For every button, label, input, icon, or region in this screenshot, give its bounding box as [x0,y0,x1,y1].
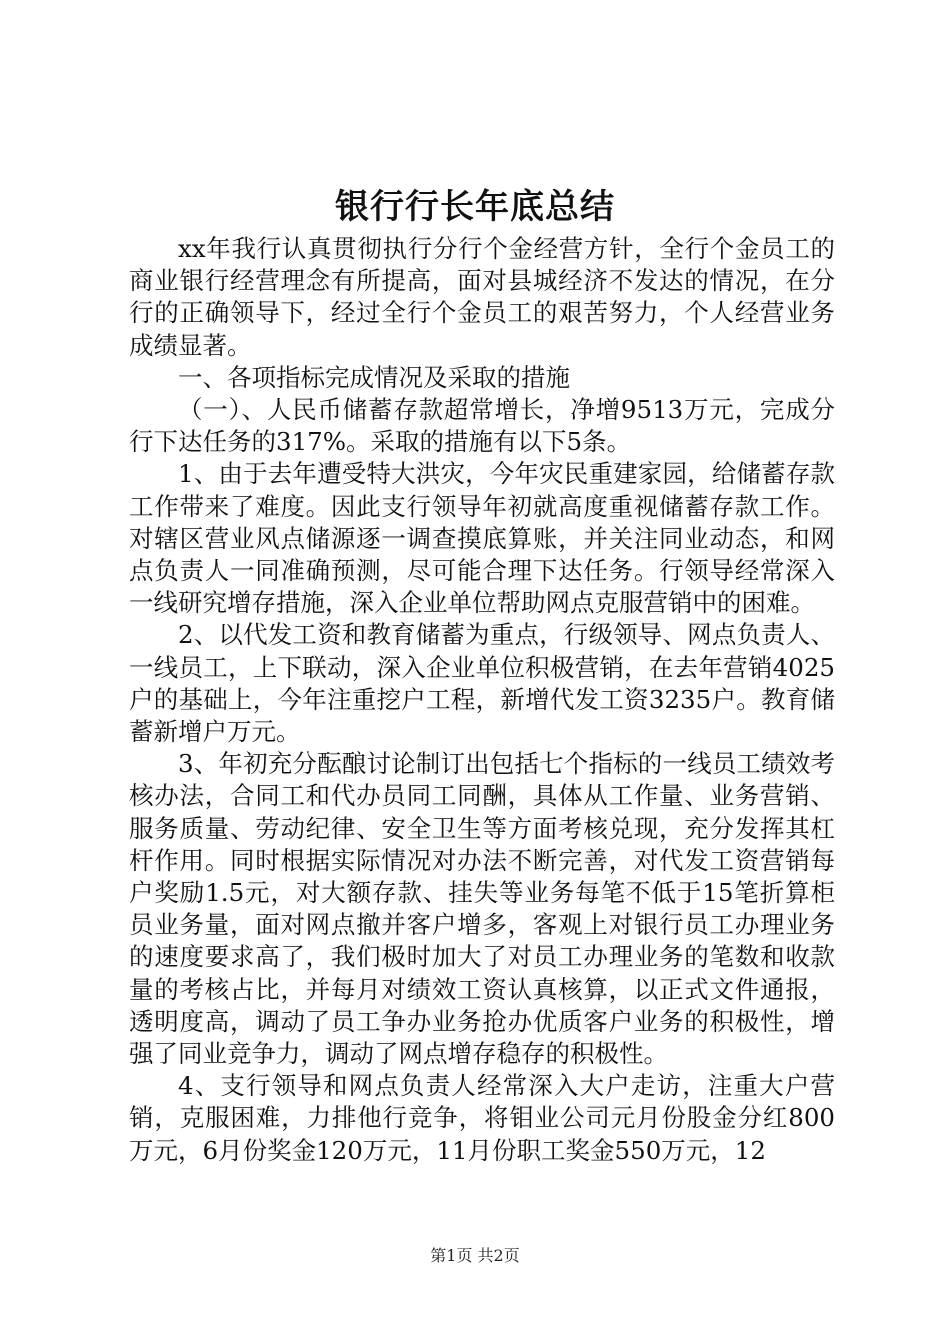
paragraph-item-1: 1、由于去年遭受特大洪灾，今年灾民重建家园，给储蓄存款工作带来了难度。因此支行领导年初就高度重视储蓄存款工作。对辖区营业风点储源逐一调查摸底算账，并关注同业动态，和网点负责人一同准确预测，尽可能合理下达任务。行领导经常深入一线研究增存措施，深入企业单位帮助网点克服营销中的困难。 [129,459,835,618]
document-title: 银行行长年底总结 [335,187,615,227]
page-footer: 第1页 共2页 [430,1246,520,1265]
document-body [129,233,835,1167]
paragraph-item-4: 4、支行领导和网点负责人经常深入大户走访，注重大户营销，克服困难，力排他行竞争，将钼业公司元月份股金分红800万元，6月份奖金120万元，11月份职工奖金550万元，12 [129,1071,835,1165]
paragraph-item-2: 2、以代发工资和教育储蓄为重点，行级领导、网点负责人、一线员工，上下联动，深入企业单位积极营销，在去年营销4025户的基础上，今年注重挖户工程，新增代发工资3235户。教育储蓄新增户万元。 [129,620,835,747]
section-heading: 一、各项指标完成情况及采取的措施 [178,362,570,392]
paragraph-item-3: 3、年初充分酝酿讨论制订出包括七个指标的一线员工绩效考核办法，合同工和代办员同工同酬，具体从工作量、业务营销、服务质量、劳动纪律、安全卫生等方面考核兑现，充分发挥其杠杆作用。同时根据实际情况对办法不断完善，对代发工资营销每户奖励1.5元，对大额存款、挂失等业务每笔不低于15笔折算柜员业务量，面对网点撤并客户增多，客观上对银行员工办理业务的速度要求高了，我们极时加大了对员工办理业务的笔数和收款量的考核占比，并每月对绩效工资认真核算，以正式文件通报，透明度高，调动了员工争办业务抢办优质客户业务的积极性，增强了同业竞争力，调动了网点增存稳存的积极性。 [129,749,835,1069]
subsection-heading: （一）、人民币储蓄存款超常增长，净增9513万元，完成分行下达任务的317%。采取的措施有以下5条。 [129,395,835,457]
paragraph-intro: xx年我行认真贯彻执行分行个金经营方针，全行个金员工的商业银行经营理念有所提高，面对县城经济不发达的情况，在分行的正确领导下，经过全行个金员工的艰苦努力，个人经营业务成绩显著。 [129,234,835,360]
